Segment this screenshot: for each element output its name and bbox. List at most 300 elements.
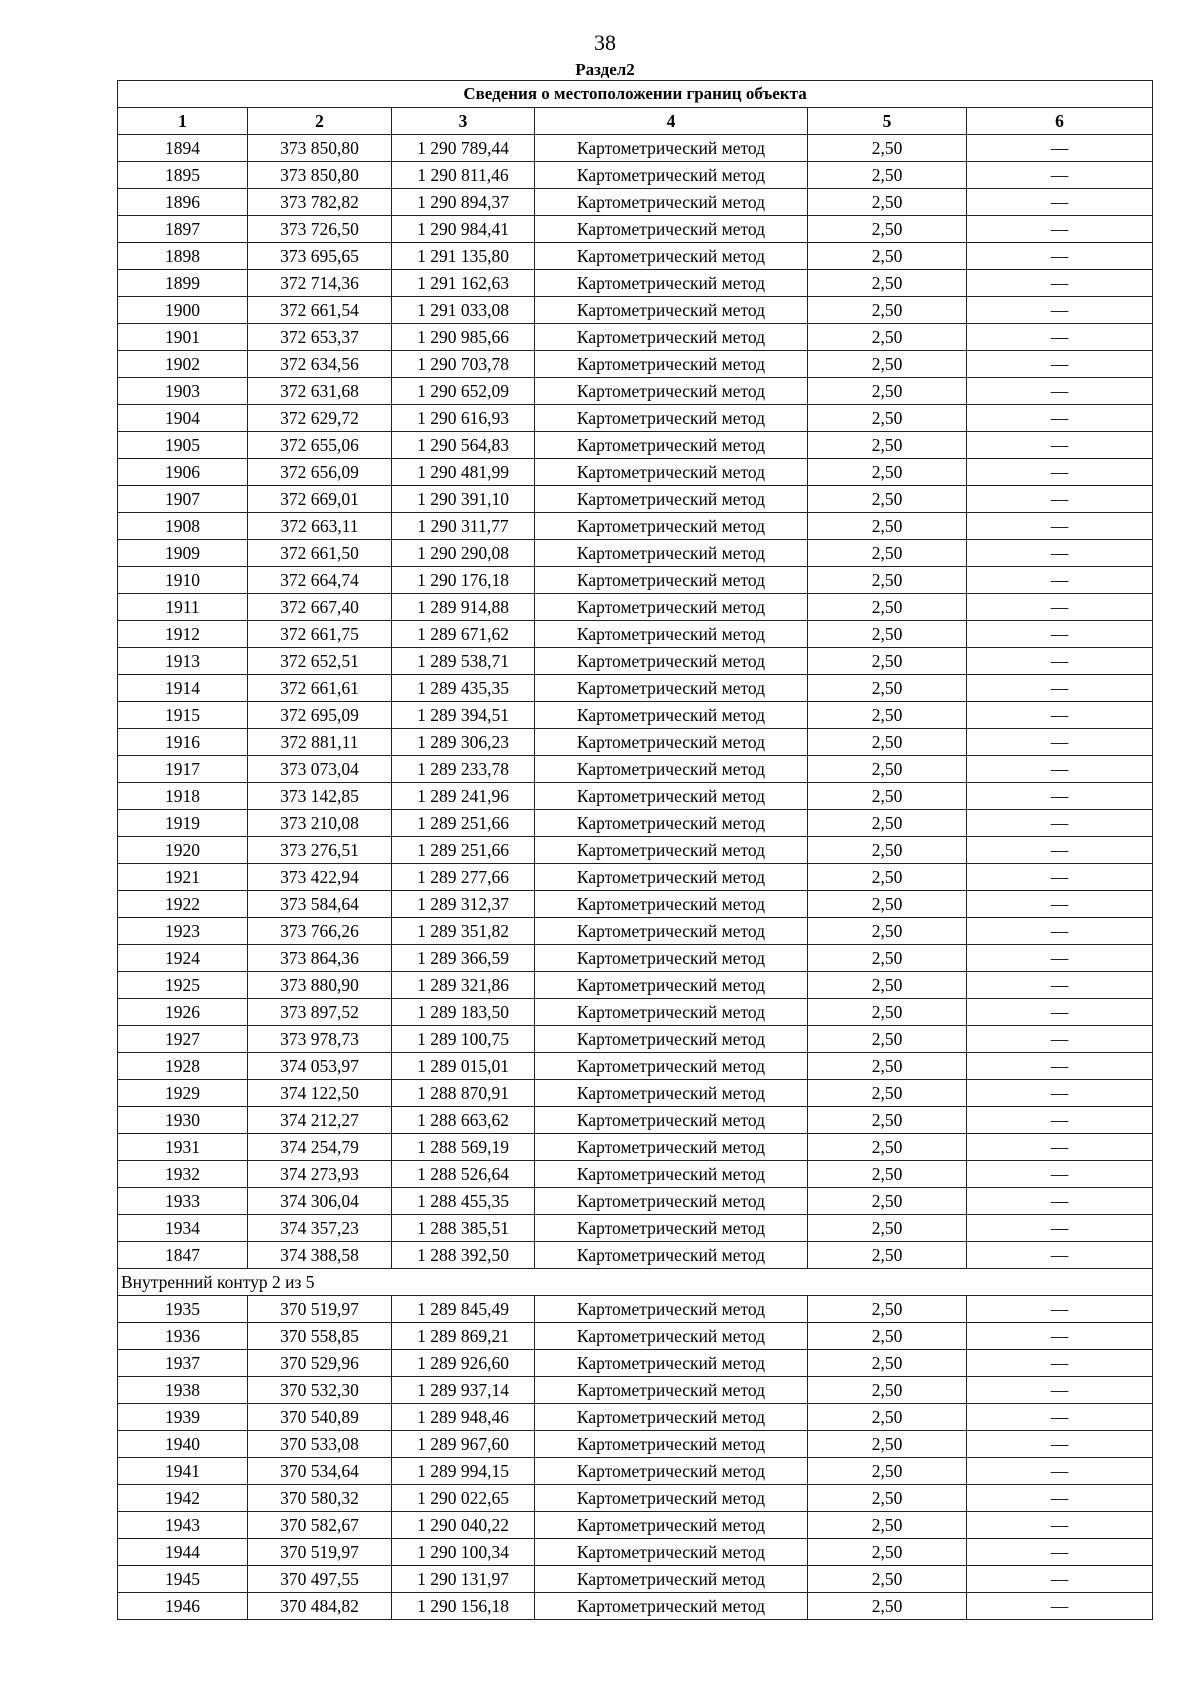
- accuracy-cell: 2,50: [808, 162, 967, 189]
- description-cell: —: [967, 432, 1153, 459]
- y-coordinate-cell: 1 289 869,21: [392, 1323, 535, 1350]
- accuracy-cell: 2,50: [808, 1323, 967, 1350]
- method-cell: Картометрический метод: [535, 837, 808, 864]
- method-cell: Картометрический метод: [535, 135, 808, 162]
- table-row: [118, 1485, 1153, 1512]
- contour-label: Внутренний контур 2 из 5: [118, 1269, 1153, 1296]
- description-cell: —: [967, 1188, 1153, 1215]
- method-cell: Картометрический метод: [535, 216, 808, 243]
- point-number-cell: 1945: [118, 1566, 248, 1593]
- y-coordinate-cell: 1 290 040,22: [392, 1512, 535, 1539]
- method-cell: Картометрический метод: [535, 1215, 808, 1242]
- method-cell: Картометрический метод: [535, 1566, 808, 1593]
- table-row: [118, 1296, 1153, 1323]
- point-number-cell: 1905: [118, 432, 248, 459]
- description-cell: —: [967, 864, 1153, 891]
- y-coordinate-cell: 1 290 984,41: [392, 216, 535, 243]
- point-number-cell: 1900: [118, 297, 248, 324]
- y-coordinate-cell: 1 289 233,78: [392, 756, 535, 783]
- x-coordinate-cell: 374 053,97: [248, 1053, 392, 1080]
- description-cell: —: [967, 297, 1153, 324]
- method-cell: Картометрический метод: [535, 729, 808, 756]
- method-cell: Картометрический метод: [535, 1458, 808, 1485]
- point-number-cell: 1919: [118, 810, 248, 837]
- accuracy-cell: 2,50: [808, 837, 967, 864]
- description-cell: —: [967, 972, 1153, 999]
- column-header: 5: [808, 108, 967, 135]
- y-coordinate-cell: 1 289 994,15: [392, 1458, 535, 1485]
- x-coordinate-cell: 372 629,72: [248, 405, 392, 432]
- table-row: [118, 459, 1153, 486]
- description-cell: —: [967, 1323, 1153, 1350]
- page-number: 38: [594, 30, 616, 55]
- description-cell: —: [967, 999, 1153, 1026]
- point-number-cell: 1923: [118, 918, 248, 945]
- point-number-cell: 1931: [118, 1134, 248, 1161]
- description-cell: —: [967, 783, 1153, 810]
- description-cell: —: [967, 1053, 1153, 1080]
- description-cell: —: [967, 1593, 1153, 1620]
- point-number-cell: 1847: [118, 1242, 248, 1269]
- table-row: [118, 972, 1153, 999]
- column-header: 1: [118, 108, 248, 135]
- accuracy-cell: 2,50: [808, 702, 967, 729]
- point-number-cell: 1899: [118, 270, 248, 297]
- x-coordinate-cell: 370 533,08: [248, 1431, 392, 1458]
- accuracy-cell: 2,50: [808, 810, 967, 837]
- x-coordinate-cell: 370 497,55: [248, 1566, 392, 1593]
- y-coordinate-cell: 1 288 663,62: [392, 1107, 535, 1134]
- point-number-cell: 1896: [118, 189, 248, 216]
- y-coordinate-cell: 1 288 392,50: [392, 1242, 535, 1269]
- table-row: [118, 486, 1153, 513]
- y-coordinate-cell: 1 289 321,86: [392, 972, 535, 999]
- accuracy-cell: 2,50: [808, 1566, 967, 1593]
- column-header: 3: [392, 108, 535, 135]
- description-cell: —: [967, 378, 1153, 405]
- accuracy-cell: 2,50: [808, 864, 967, 891]
- x-coordinate-cell: 372 661,75: [248, 621, 392, 648]
- point-number-cell: 1939: [118, 1404, 248, 1431]
- table-row: [118, 999, 1153, 1026]
- description-cell: —: [967, 1080, 1153, 1107]
- method-cell: Картометрический метод: [535, 594, 808, 621]
- y-coordinate-cell: 1 290 564,83: [392, 432, 535, 459]
- x-coordinate-cell: 372 695,09: [248, 702, 392, 729]
- accuracy-cell: 2,50: [808, 756, 967, 783]
- point-number-cell: 1897: [118, 216, 248, 243]
- table-row: [118, 162, 1153, 189]
- table-row: [118, 702, 1153, 729]
- method-cell: Картометрический метод: [535, 1593, 808, 1620]
- description-cell: —: [967, 324, 1153, 351]
- accuracy-cell: 2,50: [808, 432, 967, 459]
- point-number-cell: 1909: [118, 540, 248, 567]
- point-number-cell: 1916: [118, 729, 248, 756]
- method-cell: Картометрический метод: [535, 1539, 808, 1566]
- description-cell: —: [967, 216, 1153, 243]
- y-coordinate-cell: 1 289 967,60: [392, 1431, 535, 1458]
- accuracy-cell: 2,50: [808, 945, 967, 972]
- description-cell: —: [967, 1539, 1153, 1566]
- accuracy-cell: 2,50: [808, 621, 967, 648]
- method-cell: Картометрический метод: [535, 783, 808, 810]
- point-number-cell: 1902: [118, 351, 248, 378]
- point-number-cell: 1894: [118, 135, 248, 162]
- description-cell: —: [967, 702, 1153, 729]
- y-coordinate-cell: 1 290 022,65: [392, 1485, 535, 1512]
- x-coordinate-cell: 370 532,30: [248, 1377, 392, 1404]
- accuracy-cell: 2,50: [808, 1593, 967, 1620]
- method-cell: Картометрический метод: [535, 1512, 808, 1539]
- accuracy-cell: 2,50: [808, 1404, 967, 1431]
- method-cell: Картометрический метод: [535, 1377, 808, 1404]
- accuracy-cell: 2,50: [808, 540, 967, 567]
- contour-label-row: [118, 1269, 1153, 1296]
- table-header-row: [118, 108, 1153, 135]
- x-coordinate-cell: 372 631,68: [248, 378, 392, 405]
- point-number-cell: 1895: [118, 162, 248, 189]
- point-number-cell: 1934: [118, 1215, 248, 1242]
- description-cell: —: [967, 567, 1153, 594]
- table-row: [118, 189, 1153, 216]
- point-number-cell: 1914: [118, 675, 248, 702]
- y-coordinate-cell: 1 291 033,08: [392, 297, 535, 324]
- x-coordinate-cell: 372 661,54: [248, 297, 392, 324]
- x-coordinate-cell: 370 484,82: [248, 1593, 392, 1620]
- point-number-cell: 1904: [118, 405, 248, 432]
- point-number-cell: 1925: [118, 972, 248, 999]
- x-coordinate-cell: 373 782,82: [248, 189, 392, 216]
- x-coordinate-cell: 372 664,74: [248, 567, 392, 594]
- y-coordinate-cell: 1 290 156,18: [392, 1593, 535, 1620]
- x-coordinate-cell: 373 695,65: [248, 243, 392, 270]
- x-coordinate-cell: 373 726,50: [248, 216, 392, 243]
- point-number-cell: 1901: [118, 324, 248, 351]
- method-cell: Картометрический метод: [535, 486, 808, 513]
- point-number-cell: 1944: [118, 1539, 248, 1566]
- accuracy-cell: 2,50: [808, 378, 967, 405]
- table-row: [118, 1593, 1153, 1620]
- contour-label-section: [118, 1269, 1153, 1296]
- y-coordinate-cell: 1 288 526,64: [392, 1161, 535, 1188]
- description-cell: —: [967, 486, 1153, 513]
- x-coordinate-cell: 372 714,36: [248, 270, 392, 297]
- table-row: [118, 405, 1153, 432]
- table-row: [118, 324, 1153, 351]
- point-number-cell: 1936: [118, 1323, 248, 1350]
- y-coordinate-cell: 1 290 652,09: [392, 378, 535, 405]
- x-coordinate-cell: 370 558,85: [248, 1323, 392, 1350]
- x-coordinate-cell: 372 652,51: [248, 648, 392, 675]
- table-row: [118, 378, 1153, 405]
- description-cell: —: [967, 1026, 1153, 1053]
- point-number-cell: 1938: [118, 1377, 248, 1404]
- accuracy-cell: 2,50: [808, 1377, 967, 1404]
- table-row: [118, 1215, 1153, 1242]
- description-cell: —: [967, 756, 1153, 783]
- table-caption: Сведения о местоположении границ объекта: [118, 81, 1153, 108]
- accuracy-cell: 2,50: [808, 972, 967, 999]
- method-cell: Картометрический метод: [535, 1188, 808, 1215]
- x-coordinate-cell: 370 580,32: [248, 1485, 392, 1512]
- accuracy-cell: 2,50: [808, 1431, 967, 1458]
- accuracy-cell: 2,50: [808, 783, 967, 810]
- description-cell: —: [967, 1215, 1153, 1242]
- description-cell: —: [967, 1566, 1153, 1593]
- point-number-cell: 1922: [118, 891, 248, 918]
- column-header: 6: [967, 108, 1153, 135]
- table-row: [118, 1539, 1153, 1566]
- description-cell: —: [967, 891, 1153, 918]
- point-number-cell: 1910: [118, 567, 248, 594]
- x-coordinate-cell: 373 850,80: [248, 162, 392, 189]
- y-coordinate-cell: 1 290 131,97: [392, 1566, 535, 1593]
- x-coordinate-cell: 370 534,64: [248, 1458, 392, 1485]
- method-cell: Картометрический метод: [535, 1296, 808, 1323]
- accuracy-cell: 2,50: [808, 999, 967, 1026]
- point-number-cell: 1932: [118, 1161, 248, 1188]
- accuracy-cell: 2,50: [808, 486, 967, 513]
- accuracy-cell: 2,50: [808, 1296, 967, 1323]
- table-row: [118, 216, 1153, 243]
- point-number-cell: 1907: [118, 486, 248, 513]
- y-coordinate-cell: 1 290 789,44: [392, 135, 535, 162]
- accuracy-cell: 2,50: [808, 1539, 967, 1566]
- description-cell: —: [967, 837, 1153, 864]
- point-number-cell: 1918: [118, 783, 248, 810]
- table-row: [118, 1566, 1153, 1593]
- method-cell: Картометрический метод: [535, 756, 808, 783]
- method-cell: Картометрический метод: [535, 243, 808, 270]
- method-cell: Картометрический метод: [535, 351, 808, 378]
- y-coordinate-cell: 1 288 870,91: [392, 1080, 535, 1107]
- table-row: [118, 891, 1153, 918]
- point-number-cell: 1941: [118, 1458, 248, 1485]
- y-coordinate-cell: 1 289 241,96: [392, 783, 535, 810]
- x-coordinate-cell: 373 142,85: [248, 783, 392, 810]
- table-row: [118, 1053, 1153, 1080]
- description-cell: —: [967, 1161, 1153, 1188]
- method-cell: Картометрический метод: [535, 1242, 808, 1269]
- point-number-cell: 1906: [118, 459, 248, 486]
- accuracy-cell: 2,50: [808, 135, 967, 162]
- table-row: [118, 1107, 1153, 1134]
- table-row: [118, 837, 1153, 864]
- table-row: [118, 729, 1153, 756]
- y-coordinate-cell: 1 288 385,51: [392, 1215, 535, 1242]
- accuracy-cell: 2,50: [808, 270, 967, 297]
- y-coordinate-cell: 1 289 538,71: [392, 648, 535, 675]
- column-header: 4: [535, 108, 808, 135]
- description-cell: —: [967, 1377, 1153, 1404]
- accuracy-cell: 2,50: [808, 594, 967, 621]
- table-row: [118, 1512, 1153, 1539]
- description-cell: —: [967, 1107, 1153, 1134]
- description-cell: —: [967, 513, 1153, 540]
- point-number-cell: 1924: [118, 945, 248, 972]
- method-cell: Картометрический метод: [535, 1350, 808, 1377]
- x-coordinate-cell: 373 584,64: [248, 891, 392, 918]
- table-row: [118, 756, 1153, 783]
- point-number-cell: 1940: [118, 1431, 248, 1458]
- point-number-cell: 1937: [118, 1350, 248, 1377]
- point-number-cell: 1926: [118, 999, 248, 1026]
- table-row: [118, 648, 1153, 675]
- x-coordinate-cell: 370 540,89: [248, 1404, 392, 1431]
- method-cell: Картометрический метод: [535, 918, 808, 945]
- method-cell: Картометрический метод: [535, 324, 808, 351]
- table-row: [118, 1242, 1153, 1269]
- method-cell: Картометрический метод: [535, 1485, 808, 1512]
- description-cell: —: [967, 405, 1153, 432]
- point-number-cell: 1929: [118, 1080, 248, 1107]
- x-coordinate-cell: 373 422,94: [248, 864, 392, 891]
- description-cell: —: [967, 135, 1153, 162]
- accuracy-cell: 2,50: [808, 1026, 967, 1053]
- x-coordinate-cell: 372 661,61: [248, 675, 392, 702]
- accuracy-cell: 2,50: [808, 729, 967, 756]
- table-row: [118, 243, 1153, 270]
- x-coordinate-cell: 373 210,08: [248, 810, 392, 837]
- y-coordinate-cell: 1 289 914,88: [392, 594, 535, 621]
- method-cell: Картометрический метод: [535, 864, 808, 891]
- x-coordinate-cell: 373 766,26: [248, 918, 392, 945]
- description-cell: —: [967, 189, 1153, 216]
- accuracy-cell: 2,50: [808, 1350, 967, 1377]
- point-number-cell: 1943: [118, 1512, 248, 1539]
- accuracy-cell: 2,50: [808, 216, 967, 243]
- accuracy-cell: 2,50: [808, 1053, 967, 1080]
- description-cell: —: [967, 351, 1153, 378]
- table-row: [118, 1458, 1153, 1485]
- table-row: [118, 1404, 1153, 1431]
- accuracy-cell: 2,50: [808, 1161, 967, 1188]
- table-row: [118, 567, 1153, 594]
- column-header: 2: [248, 108, 392, 135]
- method-cell: Картометрический метод: [535, 999, 808, 1026]
- inner-contour-rows: [118, 1296, 1153, 1620]
- table-row: [118, 783, 1153, 810]
- point-number-cell: 1942: [118, 1485, 248, 1512]
- table-row: [118, 918, 1153, 945]
- table-row: [118, 1377, 1153, 1404]
- x-coordinate-cell: 372 663,11: [248, 513, 392, 540]
- y-coordinate-cell: 1 288 455,35: [392, 1188, 535, 1215]
- method-cell: Картометрический метод: [535, 459, 808, 486]
- x-coordinate-cell: 370 519,97: [248, 1539, 392, 1566]
- y-coordinate-cell: 1 290 985,66: [392, 324, 535, 351]
- y-coordinate-cell: 1 290 894,37: [392, 189, 535, 216]
- method-cell: Картометрический метод: [535, 567, 808, 594]
- method-cell: Картометрический метод: [535, 1107, 808, 1134]
- description-cell: —: [967, 1512, 1153, 1539]
- table-row: [118, 432, 1153, 459]
- method-cell: Картометрический метод: [535, 810, 808, 837]
- table-row: [118, 1026, 1153, 1053]
- table-row: [118, 945, 1153, 972]
- y-coordinate-cell: 1 291 162,63: [392, 270, 535, 297]
- y-coordinate-cell: 1 288 569,19: [392, 1134, 535, 1161]
- y-coordinate-cell: 1 290 176,18: [392, 567, 535, 594]
- y-coordinate-cell: 1 290 391,10: [392, 486, 535, 513]
- description-cell: —: [967, 594, 1153, 621]
- point-number-cell: 1912: [118, 621, 248, 648]
- accuracy-cell: 2,50: [808, 1458, 967, 1485]
- x-coordinate-cell: 370 582,67: [248, 1512, 392, 1539]
- y-coordinate-cell: 1 289 394,51: [392, 702, 535, 729]
- y-coordinate-cell: 1 289 435,35: [392, 675, 535, 702]
- y-coordinate-cell: 1 289 306,23: [392, 729, 535, 756]
- y-coordinate-cell: 1 290 481,99: [392, 459, 535, 486]
- table-row: [118, 1323, 1153, 1350]
- accuracy-cell: 2,50: [808, 189, 967, 216]
- description-cell: —: [967, 1458, 1153, 1485]
- accuracy-cell: 2,50: [808, 1242, 967, 1269]
- y-coordinate-cell: 1 289 251,66: [392, 810, 535, 837]
- x-coordinate-cell: 370 529,96: [248, 1350, 392, 1377]
- table-row: [118, 135, 1153, 162]
- x-coordinate-cell: 372 653,37: [248, 324, 392, 351]
- point-number-cell: 1921: [118, 864, 248, 891]
- y-coordinate-cell: 1 289 251,66: [392, 837, 535, 864]
- y-coordinate-cell: 1 289 937,14: [392, 1377, 535, 1404]
- y-coordinate-cell: 1 289 948,46: [392, 1404, 535, 1431]
- description-cell: —: [967, 1404, 1153, 1431]
- method-cell: Картометрический метод: [535, 378, 808, 405]
- accuracy-cell: 2,50: [808, 1215, 967, 1242]
- section-title: Раздел2: [575, 60, 635, 79]
- x-coordinate-cell: 373 073,04: [248, 756, 392, 783]
- y-coordinate-cell: 1 290 811,46: [392, 162, 535, 189]
- y-coordinate-cell: 1 289 926,60: [392, 1350, 535, 1377]
- method-cell: Картометрический метод: [535, 1134, 808, 1161]
- x-coordinate-cell: 373 850,80: [248, 135, 392, 162]
- point-number-cell: 1928: [118, 1053, 248, 1080]
- boundary-table: [117, 80, 1153, 1620]
- description-cell: —: [967, 648, 1153, 675]
- method-cell: Картометрический метод: [535, 648, 808, 675]
- point-number-cell: 1898: [118, 243, 248, 270]
- y-coordinate-cell: 1 289 100,75: [392, 1026, 535, 1053]
- x-coordinate-cell: 373 897,52: [248, 999, 392, 1026]
- accuracy-cell: 2,50: [808, 567, 967, 594]
- point-number-cell: 1911: [118, 594, 248, 621]
- description-cell: —: [967, 162, 1153, 189]
- table-row: [118, 621, 1153, 648]
- x-coordinate-cell: 372 634,56: [248, 351, 392, 378]
- x-coordinate-cell: 373 276,51: [248, 837, 392, 864]
- x-coordinate-cell: 374 254,79: [248, 1134, 392, 1161]
- table-row: [118, 594, 1153, 621]
- method-cell: Картометрический метод: [535, 1404, 808, 1431]
- method-cell: Картометрический метод: [535, 513, 808, 540]
- accuracy-cell: 2,50: [808, 1107, 967, 1134]
- table-row: [118, 1161, 1153, 1188]
- method-cell: Картометрический метод: [535, 189, 808, 216]
- y-coordinate-cell: 1 289 845,49: [392, 1296, 535, 1323]
- table-row: [118, 270, 1153, 297]
- y-coordinate-cell: 1 291 135,80: [392, 243, 535, 270]
- description-cell: —: [967, 540, 1153, 567]
- table-caption-row: [118, 81, 1153, 108]
- table-row: [118, 1431, 1153, 1458]
- method-cell: Картометрический метод: [535, 1431, 808, 1458]
- description-cell: —: [967, 1242, 1153, 1269]
- description-cell: —: [967, 1431, 1153, 1458]
- x-coordinate-cell: 372 661,50: [248, 540, 392, 567]
- point-number-cell: 1903: [118, 378, 248, 405]
